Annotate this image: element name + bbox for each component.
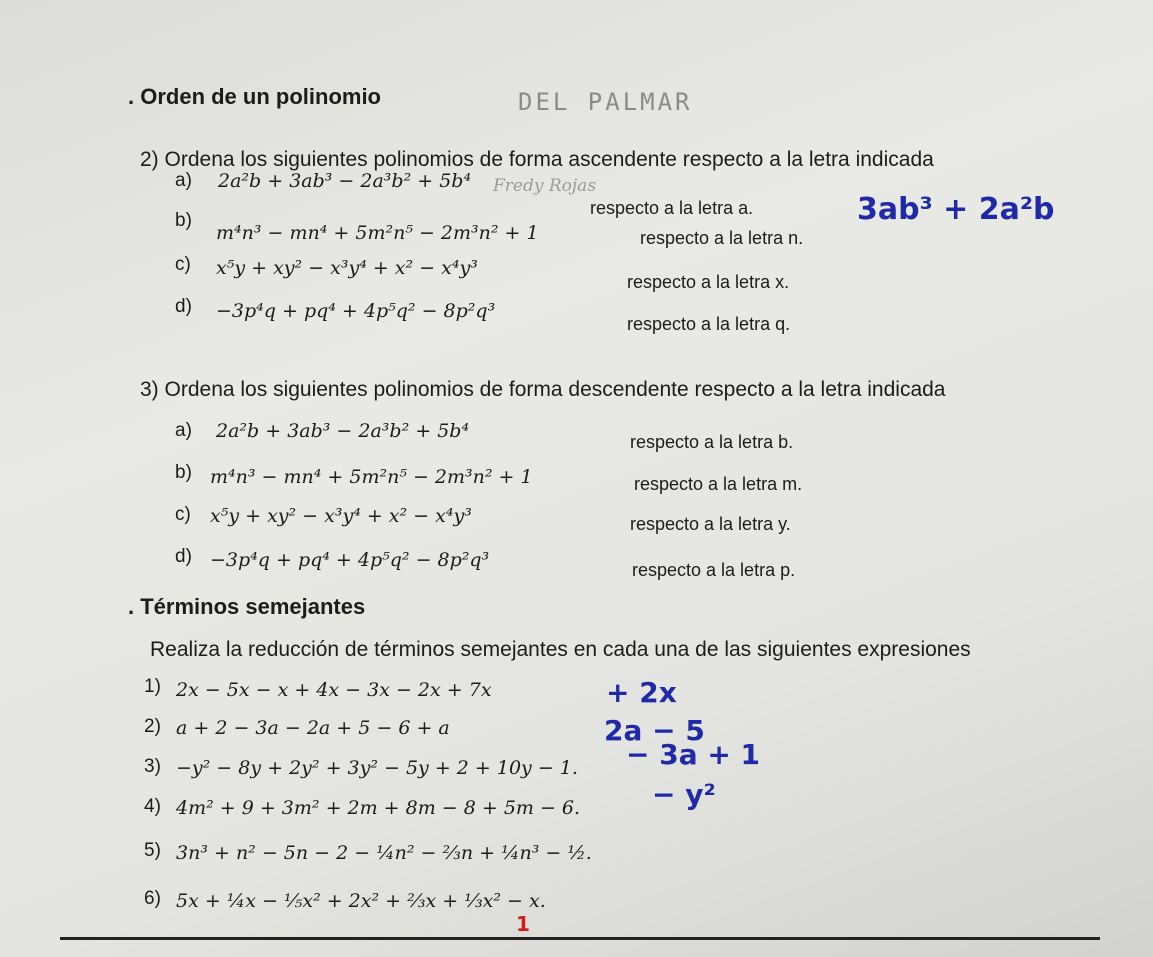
reduce-5-expr: 3n³ + n² − 5n − 2 − ¼n² − ⅔n + ¼n³ − ½. [176,842,592,864]
reduce-5-label: 5) [144,840,161,861]
q3-b-expr: m⁴n³ − mn⁴ + 5m²n⁵ − 2m³n² + 1 [210,466,533,488]
handwritten-answer-1: + 2x [606,676,677,709]
q2-d-label: d) [175,296,192,317]
q2-b-expr: m⁴n³ − mn⁴ + 5m²n⁵ − 2m³n² + 1 [216,222,539,244]
q2-title: 2) Ordena los siguientes polinomios de forma ascendente respecto a la letra indicada [140,148,934,171]
q3-d-expr: −3p⁴q + pq⁴ + 4p⁵q² − 8p²q³ [210,549,490,571]
q3-a-expr: 2a²b + 3ab³ − 2a³b² + 5b⁴ [216,420,470,442]
q3-a-resp: respecto a la letra b. [630,432,794,452]
reduce-1-label: 1) [144,676,161,697]
q3-c-resp: respecto a la letra y. [630,514,791,534]
handwritten-answer-2a: 3ab³ + 2a²b [857,192,1055,227]
q3-a-label: a) [175,420,192,441]
q2-b-label: b) [175,210,192,231]
q2-a-resp: respecto a la letra a. [590,198,754,218]
reduce-1-expr: 2x − 5x − x + 4x − 3x − 2x + 7x [176,679,492,701]
reduce-2-expr: a + 2 − 3a − 2a + 5 − 6 + a [176,717,450,739]
handwritten-answer-6: 1 [516,912,530,936]
q2-a-expr: 2a²b + 3ab³ − 2a³b² + 5b⁴ [218,170,472,192]
reduce-2-label: 2) [144,716,161,737]
q3-b-resp: respecto a la letra m. [634,474,803,494]
reduce-4-label: 4) [144,796,161,817]
handwritten-answer-2: 2a − 5 [604,714,705,747]
q2-b-resp: respecto a la letra n. [640,228,804,248]
reduce-intro: Realiza la reducción de términos semejantes en cada una de las siguientes expresiones [150,638,971,661]
reduce-3-label: 3) [144,756,161,777]
q3-d-label: d) [175,546,192,567]
q3-title: 3) Ordena los siguientes polinomios de forma descendente respecto a la letra indicada [140,378,946,401]
school-stamp: DEL PALMAR [518,88,693,116]
page-bottom-rule [60,937,1100,940]
q3-c-expr: x⁵y + xy² − x³y⁴ + x² − x⁴y³ [210,505,472,527]
q2-c-label: c) [175,254,191,275]
reduce-6-label: 6) [144,888,161,909]
q3-d-resp: respecto a la letra p. [632,560,796,580]
reduce-4-expr: 4m² + 9 + 3m² + 2m + 8m − 8 + 5m − 6. [176,797,581,819]
reduce-3-expr: −y² − 8y + 2y² + 3y² − 5y + 2 + 10y − 1. [176,757,578,779]
reduce-6-expr: 5x + ¼x − ⅕x² + 2x² + ⅔x + ⅓x² − x. [176,890,546,912]
q2-a-label: a) [175,170,192,191]
section-title-orden: . Orden de un polinomio [128,84,381,109]
section-title-terminos: . Términos semejantes [128,594,366,619]
q2-d-resp: respecto a la letra q. [627,314,791,334]
handwritten-answer-3: − 3a + 1 [626,738,761,771]
q2-c-resp: respecto a la letra x. [627,272,790,292]
q3-c-label: c) [175,504,191,525]
handwritten-answer-4: − y² [652,778,716,811]
q3-b-label: b) [175,462,192,483]
q2-a-ghost-text: Fredy Rojas [493,176,597,196]
q2-c-expr: x⁵y + xy² − x³y⁴ + x² − x⁴y³ [216,257,478,279]
q2-d-expr: −3p⁴q + pq⁴ + 4p⁵q² − 8p²q³ [216,300,496,322]
